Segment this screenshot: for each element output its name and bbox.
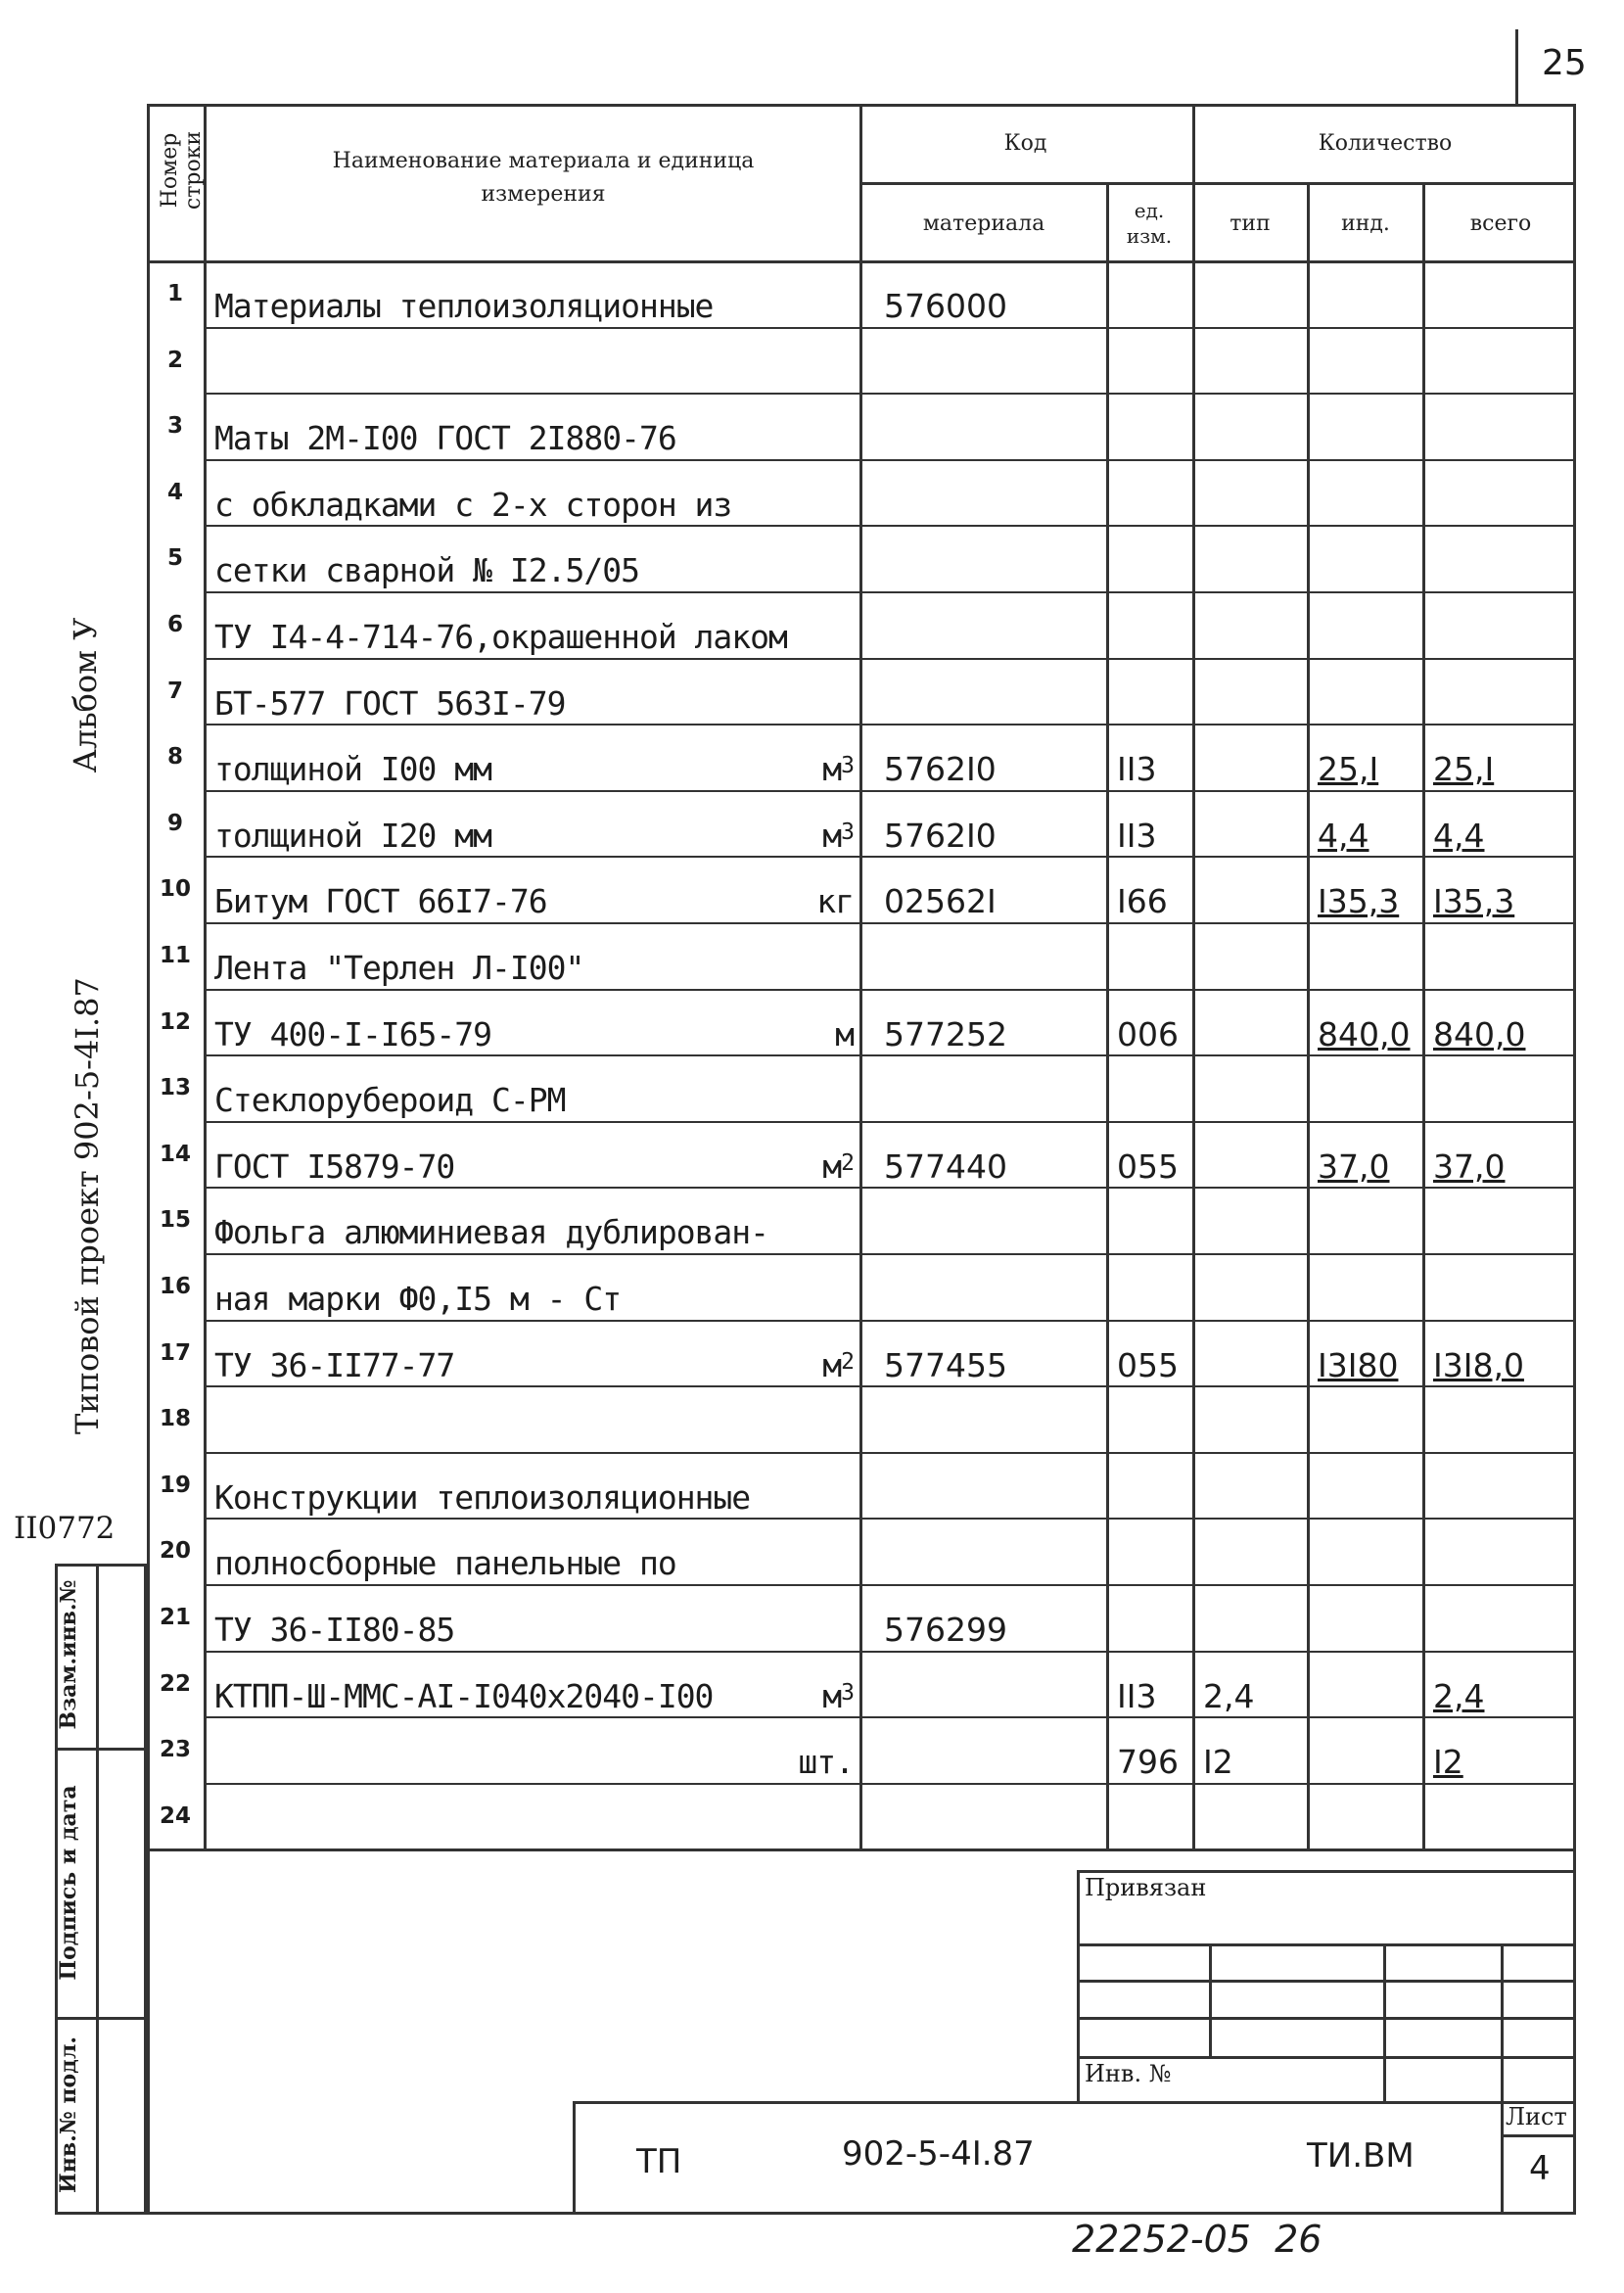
row-q-ind: 37,0 [1318, 1147, 1390, 1186]
row-number: 8 [166, 744, 183, 770]
row-code: 577455 [884, 1346, 1007, 1384]
row-name: толщиной I20 мм [214, 817, 492, 855]
row-unit [685, 525, 859, 591]
podpis-data-label: Подпись и дата [56, 1785, 81, 1981]
row-q-ind: 840,0 [1318, 1015, 1411, 1053]
row-q-total: 840,0 [1433, 1015, 1526, 1053]
row-unit [685, 1452, 859, 1519]
row-q-type [1195, 1584, 1307, 1651]
row-q-total [1425, 1385, 1576, 1452]
row-unit [685, 1187, 859, 1253]
row-code [876, 1716, 1106, 1783]
row-q-type [1195, 459, 1307, 526]
row-code: 576299 [884, 1611, 1007, 1649]
row-name: толщиной I00 мм [214, 750, 492, 788]
row-code [876, 591, 1106, 658]
row-q-ind [1310, 1452, 1422, 1519]
header-q-type: тип [1230, 211, 1271, 236]
row-name: Лента "Терлен Л-I00" [214, 949, 584, 987]
row-q-total [1425, 1518, 1576, 1584]
row-unit [685, 1518, 859, 1584]
row-q-type [1195, 1187, 1307, 1253]
row-code: 5762I0 [884, 817, 997, 855]
row-q-ind [1310, 260, 1422, 327]
row-q-total: 4,4 [1433, 817, 1485, 855]
row-q-ind [1310, 591, 1422, 658]
doc-mark: ТИ.ВМ [1307, 2136, 1415, 2176]
row-q-ind [1310, 1054, 1422, 1121]
row-unit [685, 393, 859, 459]
row-q-type [1195, 525, 1307, 591]
row-q-type [1195, 260, 1307, 327]
row-name: полносборные панельные по [214, 1544, 676, 1582]
row-unit [685, 724, 859, 790]
row-unit [685, 658, 859, 725]
header-q-total: всего [1469, 211, 1532, 236]
sheet-number: 4 [1529, 2149, 1551, 2188]
row-unit [685, 922, 859, 989]
row-number: 13 [159, 1075, 191, 1100]
row-q-type [1195, 1452, 1307, 1519]
row-q-ind [1310, 525, 1422, 591]
doc-code: 902-5-4I.87 [842, 2134, 1035, 2174]
unit-text: м [835, 1015, 854, 1053]
row-unit-code [1109, 1054, 1192, 1121]
unit-text: м [822, 817, 842, 855]
row-q-total [1425, 1452, 1576, 1519]
row-unit [685, 1385, 859, 1452]
header-q-ind: инд. [1341, 211, 1390, 236]
row-q-total [1425, 1054, 1576, 1121]
row-unit [685, 1121, 859, 1188]
row-number: 9 [166, 811, 183, 836]
row-code: 577252 [884, 1015, 1007, 1053]
row-q-ind [1310, 459, 1422, 526]
row-number: 7 [166, 679, 183, 704]
row-unit [685, 1716, 859, 1783]
row-q-type [1195, 1320, 1307, 1386]
unit-text: кг [816, 882, 854, 920]
row-unit-code [1109, 260, 1192, 327]
row-unit [685, 1320, 859, 1386]
row-q-ind [1310, 1716, 1422, 1783]
row-code: 5762I0 [884, 750, 997, 788]
header-code-unit: ед. изм. [1126, 199, 1173, 248]
row-code: 576000 [884, 287, 1007, 325]
row-number: 11 [159, 943, 191, 968]
row-unit-code [1109, 1584, 1192, 1651]
row-name: Фольга алюминиевая дублирован- [214, 1213, 769, 1251]
row-unit [685, 1054, 859, 1121]
inv-podl-label: Инв.№ подл. [56, 2036, 81, 2194]
row-q-type [1195, 1385, 1307, 1452]
header-code-material: материала [922, 211, 1045, 236]
row-name: Конструкции теплоизоляционные [214, 1478, 751, 1517]
row-code [876, 525, 1106, 591]
header-quantity: Количество [1318, 130, 1453, 156]
row-number: 2 [166, 348, 183, 373]
unit-text: м [822, 1147, 842, 1186]
row-q-total [1425, 1253, 1576, 1320]
row-number: 12 [159, 1009, 191, 1035]
row-q-type [1195, 327, 1307, 394]
row-code: 02562I [884, 882, 997, 920]
row-q-type [1195, 393, 1307, 459]
row-q-ind [1310, 1584, 1422, 1651]
row-q-total [1425, 393, 1576, 459]
row-name: сетки сварной № I2.5/05 [214, 551, 639, 589]
header-row-number: Номер строки [158, 130, 206, 211]
row-q-type [1195, 1121, 1307, 1188]
row-name: ТУ 36-II80-85 [214, 1611, 455, 1649]
row-q-total [1425, 922, 1576, 989]
row-unit-code: 055 [1117, 1147, 1179, 1186]
privyazan-label: Привязан [1085, 1874, 1207, 1901]
unit-text: м [822, 1346, 842, 1384]
row-unit-code [1109, 525, 1192, 591]
row-unit-code [1109, 591, 1192, 658]
row-name: КТПП-Ш-ММС-АI-I040х2040-I00 [214, 1677, 714, 1715]
row-q-type [1195, 922, 1307, 989]
row-q-total: 25,I [1433, 750, 1495, 788]
row-number: 21 [159, 1605, 191, 1630]
row-unit [685, 856, 859, 922]
row-number: 20 [159, 1538, 191, 1564]
row-q-type [1195, 1518, 1307, 1584]
row-unit [685, 459, 859, 526]
row-unit-code [1109, 1452, 1192, 1519]
row-code [876, 922, 1106, 989]
header-code: Код [1003, 130, 1047, 156]
row-unit-code [1109, 1518, 1192, 1584]
title-block [573, 2101, 1576, 2215]
row-q-type [1195, 989, 1307, 1055]
unit-exponent: 3 [841, 753, 854, 778]
row-q-total [1425, 1584, 1576, 1651]
row-number: 24 [159, 1803, 191, 1829]
sheet-label: Лист [1506, 2103, 1567, 2130]
row-code: 577440 [884, 1147, 1007, 1186]
project-label: Типовой проект 902-5-4I.87 [69, 977, 106, 1434]
row-number: 19 [159, 1473, 191, 1498]
row-name: ная марки Ф0,I5 м - Ст [214, 1280, 622, 1318]
row-unit-code: 006 [1117, 1015, 1179, 1053]
row-code [876, 1187, 1106, 1253]
row-number: 5 [166, 545, 183, 571]
row-q-ind [1310, 1783, 1422, 1849]
row-q-total [1425, 1783, 1576, 1849]
row-q-total [1425, 591, 1576, 658]
page-number: 25 [1542, 43, 1587, 83]
row-q-total [1425, 327, 1576, 394]
row-q-total: I2 [1433, 1743, 1463, 1781]
tp-label: ТП [636, 2142, 682, 2181]
row-unit-code [1109, 393, 1192, 459]
inv-label: Инв. № [1085, 2060, 1172, 2087]
row-unit-code: 796 [1117, 1743, 1179, 1781]
row-q-type [1195, 856, 1307, 922]
row-number: 16 [159, 1274, 191, 1299]
row-q-type [1195, 1054, 1307, 1121]
row-q-type: I2 [1203, 1743, 1233, 1781]
row-number: 1 [166, 281, 183, 306]
row-unit-code [1109, 658, 1192, 725]
row-name: ТУ 400-I-I65-79 [214, 1015, 492, 1053]
row-unit-code [1109, 1187, 1192, 1253]
row-name: БТ-577 ГОСТ 563I-79 [214, 684, 566, 723]
row-unit-code [1109, 1253, 1192, 1320]
row-q-total [1425, 525, 1576, 591]
unit-text: шт. [798, 1743, 854, 1781]
row-q-total [1425, 260, 1576, 327]
row-q-ind: I35,3 [1318, 882, 1400, 920]
row-q-ind [1310, 1385, 1422, 1452]
row-number: 18 [159, 1406, 191, 1431]
row-q-type [1195, 724, 1307, 790]
row-name: ТУ I4-4-714-76,окрашенной лаком [214, 618, 787, 656]
unit-exponent: 3 [841, 1680, 854, 1706]
row-name: Битум ГОСТ 66I7-76 [214, 882, 547, 920]
row-number: 23 [159, 1737, 191, 1762]
row-q-type: 2,4 [1203, 1677, 1255, 1715]
row-name: с обкладками с 2-х сторон из [214, 486, 732, 524]
row-unit [685, 1651, 859, 1717]
handwritten-footer: 22252-05 26 [1072, 2218, 1322, 2261]
row-unit-code: 055 [1117, 1346, 1179, 1384]
row-q-total: 2,4 [1433, 1677, 1485, 1715]
row-code [876, 1253, 1106, 1320]
row-unit [685, 790, 859, 857]
row-unit [685, 1253, 859, 1320]
row-q-type [1195, 591, 1307, 658]
row-number: 4 [166, 480, 183, 505]
row-number: 10 [159, 876, 191, 902]
row-q-total: I3I8,0 [1433, 1346, 1524, 1384]
row-q-ind [1310, 922, 1422, 989]
row-name: Стеклорубероид С-РМ [214, 1081, 566, 1119]
row-q-ind [1310, 1651, 1422, 1717]
row-code [876, 459, 1106, 526]
row-code [876, 1452, 1106, 1519]
album-label: Альбом У [67, 617, 104, 773]
row-number: 6 [166, 612, 183, 637]
row-q-ind [1310, 658, 1422, 725]
row-unit-code [1109, 922, 1192, 989]
row-unit-code [1109, 1783, 1192, 1849]
row-name: ТУ 36-II77-77 [214, 1346, 455, 1384]
row-name: ГОСТ I5879-70 [214, 1147, 455, 1186]
row-unit-code: I66 [1117, 882, 1168, 920]
vzam-inv-label: Взам.инв.№ [56, 1579, 81, 1730]
row-unit-code [1109, 1385, 1192, 1452]
row-number: 22 [159, 1671, 191, 1697]
row-q-total [1425, 1187, 1576, 1253]
unit-exponent: 2 [841, 1150, 854, 1176]
row-number: 17 [159, 1340, 191, 1366]
row-q-type [1195, 790, 1307, 857]
row-q-type [1195, 1253, 1307, 1320]
row-q-ind: 4,4 [1318, 817, 1369, 855]
unit-text: м [822, 1677, 842, 1715]
row-number: 15 [159, 1207, 191, 1233]
row-code [876, 1518, 1106, 1584]
row-q-ind [1310, 1187, 1422, 1253]
row-unit-code: II3 [1117, 750, 1157, 788]
row-unit-code [1109, 459, 1192, 526]
row-unit [685, 591, 859, 658]
header-name: Наименование материала и единица измерения [332, 149, 755, 207]
row-unit [685, 260, 859, 327]
row-q-ind: 25,I [1318, 750, 1379, 788]
archive-number: II0772 [14, 1511, 116, 1546]
unit-exponent: 2 [841, 1349, 854, 1375]
row-unit-code: II3 [1117, 817, 1157, 855]
row-number: 14 [159, 1142, 191, 1167]
row-number: 3 [166, 413, 183, 439]
row-unit [685, 1783, 859, 1849]
row-q-total [1425, 459, 1576, 526]
row-code [876, 393, 1106, 459]
row-name: Материалы теплоизоляционные [214, 287, 714, 325]
row-unit [685, 327, 859, 394]
row-code [876, 1651, 1106, 1717]
row-code [876, 327, 1106, 394]
row-q-total [1425, 658, 1576, 725]
row-code [876, 1385, 1106, 1452]
row-code [876, 1783, 1106, 1849]
row-unit-code: II3 [1117, 1677, 1157, 1715]
row-unit [685, 1584, 859, 1651]
unit-text: м [822, 750, 842, 788]
row-code [876, 1054, 1106, 1121]
row-q-type [1195, 1783, 1307, 1849]
row-name: Маты 2М-I00 ГОСТ 2I880-76 [214, 419, 676, 457]
row-q-ind [1310, 1253, 1422, 1320]
row-unit [685, 989, 859, 1055]
row-q-total: 37,0 [1433, 1147, 1506, 1186]
row-q-ind: I3I80 [1318, 1346, 1399, 1384]
row-q-ind [1310, 393, 1422, 459]
row-unit-code [1109, 327, 1192, 394]
unit-exponent: 3 [841, 819, 854, 845]
row-q-type [1195, 658, 1307, 725]
row-q-ind [1310, 1518, 1422, 1584]
row-q-ind [1310, 327, 1422, 394]
row-q-total: I35,3 [1433, 882, 1515, 920]
row-code [876, 658, 1106, 725]
